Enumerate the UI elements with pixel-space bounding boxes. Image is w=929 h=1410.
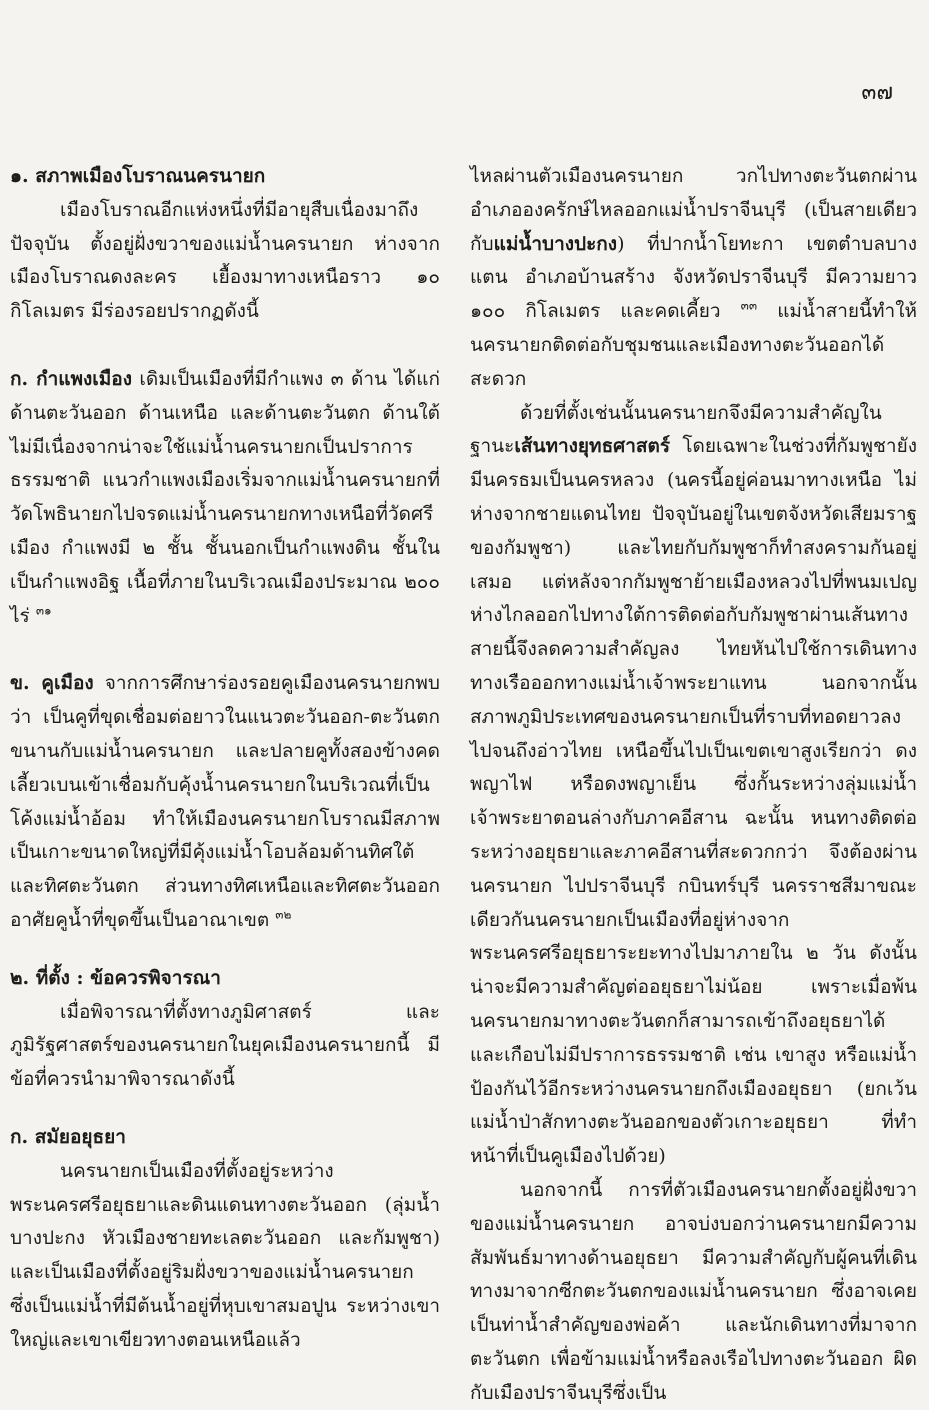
footnote-ref-31: ๓๑ bbox=[35, 603, 52, 618]
right-column bbox=[470, 160, 917, 1410]
moat-text: จากการศึกษาร่องรอยคูเมืองนครนายกพบว่า เป็นคูที่ขุดเชื่อมต่อยาวในแนวตะวันออก-ตะวันตก ขนานกับแม่น้ำนครนายก และปลายคูทั้งสองข้างคดเลี้ยวเบนเข้าเชื่อมกับคุ้งน้ำนครนายกในบริเวณที่เป็นโค้งแม่น้ำอ้อม ทำให้เมืองนครนายกโบราณมีสภาพเป็นเกาะขนาดใหญ่ที่มีคุ้งแม่น้ำโอบล้อมด้านทิศใต้และทิศตะวันตก ส่วนทางทิศเหนือและทิศตะวันออกอาศัยคูน้ำที่ขุดขึ้นเป็นอาณาเขต bbox=[10, 672, 440, 931]
moat-subheading: ข. คูเมือง bbox=[10, 672, 94, 695]
wall-paragraph bbox=[10, 363, 440, 633]
strategic-route-term: เส้นทางยุทธศาสตร์ bbox=[514, 435, 671, 458]
furthermore-paragraph: นอกจากนี้ การที่ตัวเมืองนครนายกตั้งอยู่ฝั่งขวาของแม่น้ำนครนายก อาจบ่งบอกว่านครนายกมีความสัมพันธ์มาทางด้านอยุธยา มีความสำคัญกับผู้คนที่เดินทางมาจากซีกตะวันตกของแม่น้ำนครนายก ซึ่งอาจเคยเป็นท่าน้ำสำคัญของพ่อค้า และนักเดินทางที่มาจากตะวันตก เพื่อข้ามแม่น้ำหรือลงเรือไปทางตะวันออก ผิดกับเมืองปราจีนบุรีซึ่งเป็น bbox=[470, 1178, 917, 1404]
section-1-paragraph: เมืองโบราณอีกแห่งหนึ่งที่มีอายุสืบเนื่องมาถึงปัจจุบัน ตั้งอยู่ฝั่งขวาของแม่น้ำนครนายก ห่างจากเมืองโบราณดงละคร เยื้องมาทางเหนือราว ๑๐ กิโลเมตร มีร่องรอยปรากฏดังนี้ bbox=[10, 198, 440, 323]
footnote-ref-32: ๓๒ bbox=[275, 907, 292, 922]
strategic-text-2: โดยเฉพาะในช่วงที่กัมพูชายังมีนครธมเป็นนครหลวง (นครนี้อยู่ค่อนมาทางเหนือ ไม่ห่างจากชายแดนไทย ปัจจุบันอยู่ในเขตจังหวัดเสียมราฐของกัมพูชา) และไทยกับกัมพูชาก็ทำสงครามกันอยู่เสมอ แต่หลังจากกัมพูชาย้ายเมืองหลวงไปที่พนมเปญ ห่างไกลออกไปทางใต้การติดต่อกับกัมพูชาผ่านเส้นทางสายนี้จึงลดความสำคัญลง ไทยหันไปใช้การเดินทางทางเรือออกทางแม่น้ำเจ้าพระยาแทน นอกจากนั้น สภาพภูมิประเทศของนครนายกเป็นที่ราบที่ทอดยาวลงไปจนถึงอ่าวไทย เหนือขึ้นไปเป็นเขตเขาสูงเรียกว่า ดงพญาไฟ หรือดงพญาเย็น ซึ่งกั้นระหว่างลุ่มแม่น้ำเจ้าพระยาตอนล่างกับภาคอีสาน ฉะนั้น หนทางติดต่อระหว่างอยุธยาและภาคอีสานที่สะดวกกว่า จึงต้องผ่านนครนายก ไปปราจีนบุรี กบินทร์บุรี นครราชสีมาขณะเดียวกันนครนายกเป็นเมืองที่อยู่ห่างจากพระนครศรีอยุธยาระยะทางไปมาภายใน ๒ วัน ดังนั้นน่าจะมีความสำคัญต่ออยุธยาไม่น้อย เพราะเมื่อพ้นนครนายกมาทางตะวันตกก็สามารถเข้าถึงอยุธยาได้ และเกือบไม่มีปราการธรรมชาติ เช่น เขาสูง หรือแม่น้ำ ป้องกันไว้อีกระหว่างนครนายกถึงเมืองอยุธยา (ยกเว้นแม่น้ำป่าสักทางตะวันออกของตัวเกาะอยุธยา ที่ทำหน้าที่เป็นคูเมืองไปด้วย) bbox=[470, 435, 917, 1168]
section-2-paragraph: เมื่อพิจารณาที่ตั้งทางภูมิศาสตร์ และภูมิรัฐศาสตร์ของนครนายกในยุคเมืองนครนายกนี้ มีข้อที่ควรนำมาพิจารณาดังนี้ bbox=[10, 1000, 440, 1091]
river-text-1: ไหลผ่านตัวเมืองนครนายก วกไปทางตะวันตกผ่านอำเภอองครักษ์ไหลออกแม่น้ำปราจีนบุรี (เป็นสายเดียวกับ bbox=[470, 165, 917, 255]
footnote-ref-33: ๓๓ bbox=[740, 298, 758, 313]
strategic-text-1: ด้วยที่ตั้งเช่นนั้นนครนายกจึงมีความสำคัญในฐานะ bbox=[470, 401, 882, 458]
river-text-3: แม่น้ำสายนี้ทำให้นครนายกติดต่อกับชุมชนและเมืองทางตะวันออกได้สะดวก bbox=[470, 300, 917, 390]
ayutthaya-paragraph: นครนายกเป็นเมืองที่ตั้งอยู่ระหว่างพระนครศรีอยุธยาและดินแดนทางตะวันออก (ลุ่มน้ำบางปะกง หัวเมืองชายทะเลตะวันออก และกัมพูชา) และเป็นเมืองที่ตั้งอยู่ริมฝั่งขวาของแม่น้ำนครนายก ซึ่งเป็นแม่น้ำที่มีต้นน้ำอยู่ที่หุบเขาสมอปูน ระหว่างเขาใหญ่และเขาเขียวทางตอนเหนือแล้ว bbox=[10, 1159, 440, 1351]
moat-paragraph bbox=[10, 667, 440, 937]
ayutthaya-subheading: ก. สมัยอยุธยา bbox=[10, 1125, 126, 1148]
strategic-paragraph bbox=[470, 397, 917, 1174]
left-column bbox=[10, 160, 440, 1358]
river-text-2: ) ที่ปากน้ำโยทะกา เขตตำบลบางแตน อำเภอบ้านสร้าง จังหวัดปราจีนบุรี มีความยาว ๑๐๐ กิโลเมตร และคดเคี้ยว bbox=[470, 232, 917, 323]
section-1-heading: ๑. สภาพเมืองโบราณนครนายก bbox=[10, 165, 266, 187]
page-number: ๓๗ bbox=[861, 80, 893, 105]
wall-text: เดิมเป็นเมืองที่มีกำแพง ๓ ด้าน ได้แก่ ด้านตะวันออก ด้านเหนือ และด้านตะวันตก ด้านใต้ไม่มีเนื่องจากน่าจะใช้แม่น้ำนครนายกเป็นปราการธรรมชาติ แนวกำแพงเมืองเริ่มจากแม่น้ำนครนายกที่วัดโพธินายกไปจรดแม่น้ำนครนายกทางเหนือที่วัดศรีเมือง กำแพงมี ๒ ชั้น ชั้นนอกเป็นกำแพงดิน ชั้นในเป็นกำแพงอิฐ เนื้อที่ภายในบริเวณเมืองประมาณ ๒๐๐ ไร่ bbox=[10, 367, 440, 627]
bangpakong-river-term: แม่น้ำบางปะกง bbox=[493, 232, 618, 255]
section-2-heading: ๒. ที่ตั้ง : ข้อควรพิจารณา bbox=[10, 966, 221, 989]
river-paragraph bbox=[470, 160, 917, 397]
wall-subheading: ก. กำแพงเมือง bbox=[10, 367, 132, 390]
